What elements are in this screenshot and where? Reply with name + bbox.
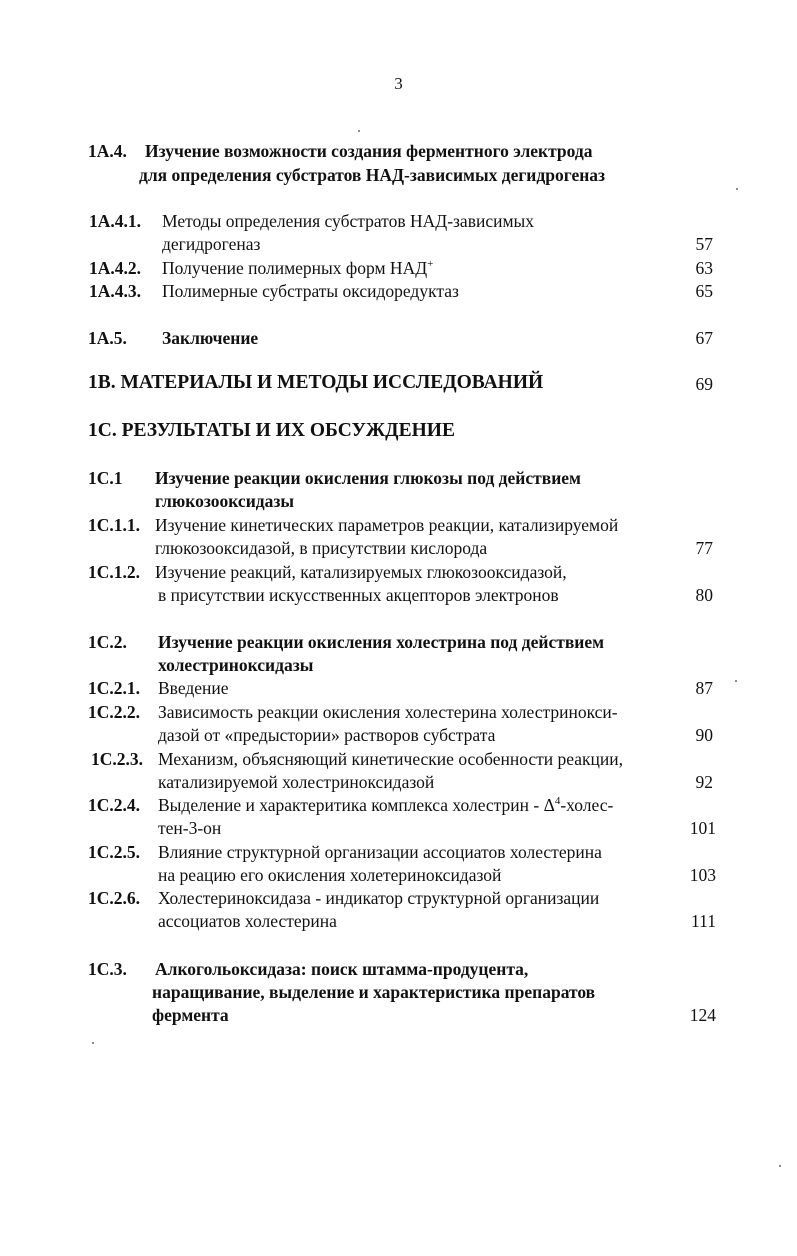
subsection-title: Получение полимерных форм НАД+ — [162, 258, 434, 278]
subsection-title-cont: катализируемой холестриноксидазой — [158, 772, 435, 792]
subsection-number: 1С.2.5. — [88, 842, 141, 862]
section-title-cont: холестриноксидазы — [158, 655, 314, 675]
page-ref: 103 — [689, 865, 716, 885]
page-ref: 67 — [695, 328, 713, 348]
section-number: 1С.3. — [88, 959, 127, 979]
section-number: 1А.4. — [88, 141, 127, 161]
scan-speck — [736, 188, 738, 190]
page-ref: 80 — [695, 585, 713, 605]
subsection-title: Методы определения субстратов НАД-зависимых — [162, 211, 535, 231]
subsection-title: Зависимость реакции окисления холестерина холестринокси- — [158, 702, 618, 722]
subsection-number: 1С.2.4. — [88, 795, 141, 815]
subsection-title: Введение — [158, 678, 229, 698]
subsection-number: 1С.2.1. — [88, 678, 141, 698]
subsection-number: 1С.2.2. — [88, 702, 141, 722]
page-ref: 69 — [695, 374, 713, 394]
section-number: 1С.2. — [88, 632, 127, 652]
page-ref: 124 — [689, 1005, 716, 1025]
subsection-title-cont: дегидрогеназ — [162, 234, 261, 254]
section-title: Заключение — [162, 328, 259, 348]
subsection-number: 1А.4.3. — [89, 281, 142, 301]
subsection-title: Выделение и характеритика комплекса холестрин - $\Delta^4-холес-$ — [158, 795, 614, 815]
subsection-number: 1А.4.2. — [89, 258, 142, 278]
section-number: 1А.5. — [88, 328, 127, 348]
scan-speck — [779, 1165, 781, 1167]
page-ref: 101 — [689, 818, 716, 838]
subsection-number: 1С.2.3. — [91, 749, 144, 769]
page-ref: 63 — [695, 258, 713, 278]
subsection-title: Механизм, объясняющий кинетические особенности реакции, — [158, 749, 624, 769]
subsection-title-cont: ассоциатов холестерина — [158, 911, 337, 931]
section-title-cont: фермента — [152, 1005, 229, 1025]
subsection-number: 1С.1.1. — [88, 515, 141, 535]
page-ref: 92 — [695, 772, 713, 792]
scan-speck — [735, 680, 737, 682]
subsection-title-cont: глюкозооксидазой, в присутствии кислорода — [155, 538, 488, 558]
subsection-number: 1С.1.2. — [88, 562, 141, 582]
subsection-number: 1С.2.6. — [88, 888, 141, 908]
subsection-title-cont: тен-3-он — [158, 818, 222, 838]
chapter-heading: 1В. МАТЕРИАЛЫ И МЕТОДЫ ИССЛЕДОВАНИЙ — [88, 372, 544, 393]
subsection-title: Полимерные субстраты оксидоредуктаз — [162, 281, 459, 301]
chapter-heading: 1С. РЕЗУЛЬТАТЫ И ИХ ОБСУЖДЕНИЕ — [88, 420, 455, 441]
superscript: + — [427, 258, 434, 271]
section-number: 1С.1 — [88, 468, 123, 488]
subsection-title-cont: в присутствии искусственных акцепторов электронов — [158, 585, 559, 605]
section-title: Изучение возможности создания ферментного электрода — [145, 141, 593, 161]
page-ref: 87 — [695, 678, 713, 698]
subsection-title: Изучение реакций, катализируемых глюкозооксидазой, — [155, 562, 567, 582]
subsection-number: 1А.4.1. — [89, 211, 142, 231]
section-title: Изучение реакции окисления холестрина под действием — [158, 632, 605, 652]
page-number: 3 — [394, 74, 403, 93]
subsection-title-cont: дазой от «предыстории» растворов субстрата — [158, 725, 496, 745]
page-ref: 111 — [691, 911, 716, 931]
subsection-title: Влияние структурной организации ассоциатов холестерина — [158, 842, 602, 862]
page-ref: 77 — [695, 538, 713, 558]
section-title-cont: для определения субстратов НАД-зависимых дегидрогеназ — [139, 165, 606, 185]
page-ref: 65 — [695, 281, 713, 301]
page-ref: 90 — [695, 725, 713, 745]
scan-speck — [92, 1042, 94, 1044]
subsection-title: Изучение кинетических параметров реакции, катализируемой — [155, 515, 619, 535]
superscript: 4 — [554, 795, 561, 808]
section-title: Алкогольоксидаза: поиск штамма-продуцента, — [155, 959, 529, 979]
section-title-cont: глюкозооксидазы — [155, 491, 295, 511]
page-ref: 57 — [695, 234, 713, 254]
section-title-cont: наращивание, выделение и характеристика препаратов — [152, 982, 596, 1002]
scan-speck — [358, 130, 360, 132]
section-title: Изучение реакции окисления глюкозы под действием — [155, 468, 581, 488]
subsection-title-cont: на реацию его окисления холетериноксидазой — [158, 865, 502, 885]
subsection-title: Холестериноксидаза - индикатор структурной организации — [158, 888, 600, 908]
